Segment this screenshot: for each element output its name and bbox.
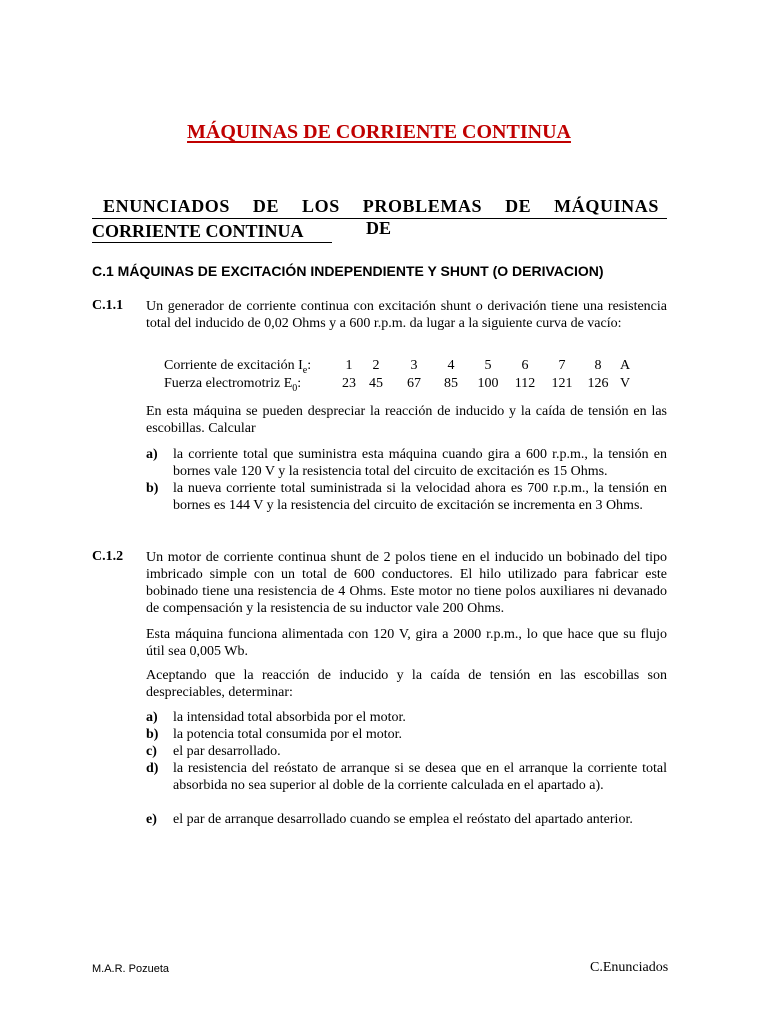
item-label-c12-e: e) [146,812,157,827]
problem-c12-para3: Aceptando que la reacción de inducido y la caída de tensión en las escobillas son despreciables, determinar: [146,668,667,700]
problem-number-c11: C.1.1 [92,298,124,313]
footer-author: M.A.R. Pozueta [92,963,170,975]
item-text-c12-c: el par desarrollado. [173,744,281,759]
problem-c12-intro: Un motor de corriente continua shunt de 2 polos tiene en el inducido un bobinado del tipo imbricado simple con un total de 600 conductores. El hilo utilizado para fabricar este bobinado tiene una resistencia de 4 Ohms. Este motor no tiene polos auxiliares ni devanado de compensación y la resistencia de su inductor vale 200 Ohms. [146,550,667,616]
table-cell-emf: 23 [342,376,356,391]
item-text-c11-a: la corriente total que suministra esta máquina cuando gira a 600 r.p.m., la tensión en bornes vale 120 V y la resistencia total del circuito de excitación es 15 Ohms. [173,447,667,479]
item-label-c12-a: a) [146,710,158,725]
table-cell-excitation: 2 [372,358,380,373]
table-cell-excitation: 8 [594,358,602,373]
table-cell-emf: 67 [407,376,421,391]
subtitle-line-2: CORRIENTE CONTINUA [92,221,304,241]
item-label-c12-d: d) [146,761,159,776]
table-cell-excitation: 7 [558,358,566,373]
table-cell-emf: 121 [551,376,573,391]
table-row-excitation [164,358,336,376]
subtitle-rule-2 [92,242,332,243]
table-unit-excitation: A [619,358,631,373]
item-text-c12-b: la potencia total consumida por el motor. [173,727,402,742]
item-text-c12-a: la intensidad total absorbida por el motor. [173,710,406,725]
subtitle-line-1: ENUNCIADOS DE LOS PROBLEMAS DE MÁQUINAS [103,196,659,216]
table-cell-emf: 85 [444,376,458,391]
table-cell-emf: 45 [369,376,383,391]
problem-c11-note: En esta máquina se pueden despreciar la reacción de inducido y la caída de tensión en las escobillas. Calcular [146,404,667,436]
footer-section: C.Enunciados [590,960,669,975]
table-unit-emf: V [619,376,631,391]
item-label-c12-b: b) [146,727,159,742]
item-label-c12-c: c) [146,744,157,759]
item-text-c12-d: la resistencia del reóstato de arranque si se desea que en el arranque la corriente total absorbida no sea superior al doble de la corriente calculada en el apartado a). [173,761,667,793]
section-heading: C.1 MÁQUINAS DE EXCITACIÓN INDEPENDIENTE Y SHUNT (O DERIVACION) [92,263,604,279]
table-cell-excitation: 6 [521,358,529,373]
table-cell-emf: 126 [587,376,609,391]
table-row-emf [164,376,336,394]
problem-c12-para2: Esta máquina funciona alimentada con 120 V, gira a 2000 r.p.m., lo que hace que su flujo útil sea 0,005 Wb. [146,627,667,659]
table-cell-excitation: 5 [484,358,492,373]
table-label-emf: Fuerza electromotriz $E_0$: [164,376,302,394]
table-cell-emf: 112 [514,376,536,391]
table-cell-excitation: 3 [410,358,418,373]
problem-number-c12: C.1.2 [92,549,124,564]
item-label-c11-a: a) [146,447,158,462]
item-label-c11-b: b) [146,481,159,496]
table-cell-excitation: 4 [447,358,455,373]
item-text-c11-b: la nueva corriente total suministrada si la velocidad ahora es 700 r.p.m., la tensión en bornes es 144 V y la resistencia del circuito de excitación se incrementa en 3 Ohms. [173,481,667,513]
problem-c11-intro: Un generador de corriente continua con excitación shunt o derivación tiene una resistencia total del inducido de 0,02 Ohms y a 600 r.p.m. da lugar a la siguiente curva de vacío: [146,299,667,331]
subtitle-de: DE [366,218,392,238]
table-label-excitation: Corriente de excitación $I_e$: [164,358,312,376]
table-cell-emf: 100 [477,376,499,391]
document-title: MÁQUINAS DE CORRIENTE CONTINUA [187,121,571,143]
item-text-c12-e: el par de arranque desarrollado cuando se emplea el reóstato del apartado anterior. [173,812,633,827]
table-cell-excitation: 1 [345,358,353,373]
